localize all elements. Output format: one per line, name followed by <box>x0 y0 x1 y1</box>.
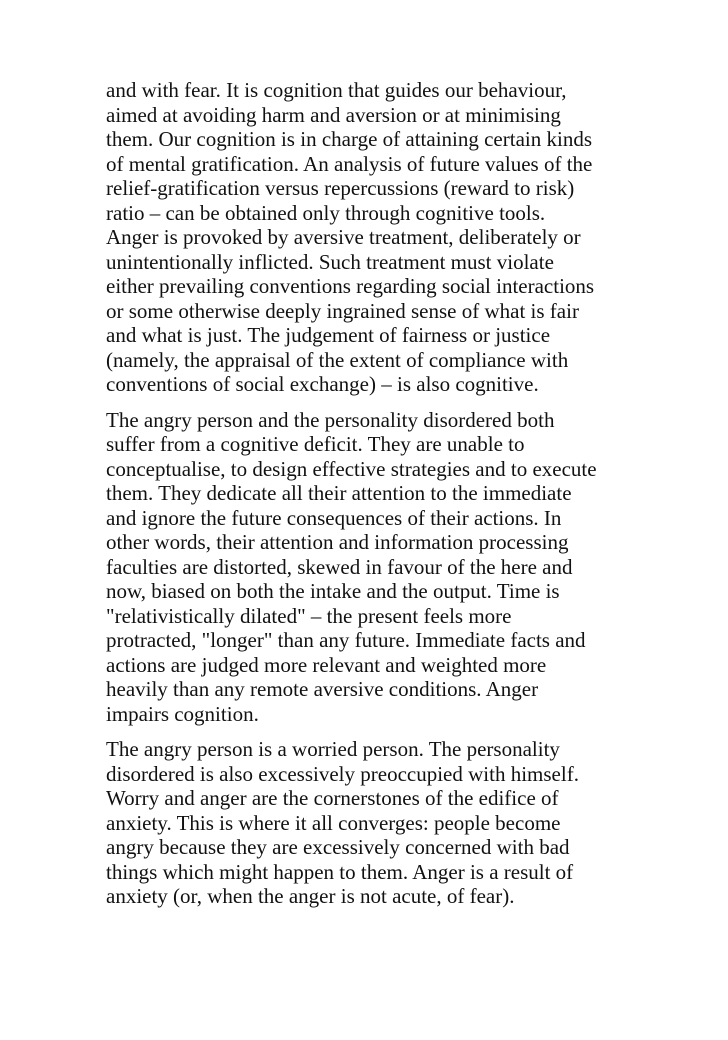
text-line: them. Our cognition is in charge of attaining certain kinds <box>106 127 592 151</box>
text-line: relief-gratification versus repercussions (reward to risk) <box>106 176 575 200</box>
paragraph-1 <box>106 78 626 397</box>
text-line: ratio – can be obtained only through cognitive tools. <box>106 200 546 225</box>
text-line: aimed at avoiding harm and aversion or at minimising <box>106 102 561 127</box>
text-line: heavily than any remote aversive conditions. Anger <box>106 677 539 701</box>
text-line: either prevailing conventions regarding social interactions <box>106 274 595 298</box>
text-line: suffer from a cognitive deficit. They are unable to <box>106 432 525 456</box>
text-line: and with fear. It is cognition that guides our behaviour, <box>106 78 567 102</box>
text-line: (namely, the appraisal of the extent of compliance with <box>106 347 569 372</box>
text-line: and what is just. The judgement of fairness or justice <box>106 323 551 347</box>
text-line: Worry and anger are the cornerstones of the edifice of <box>106 786 559 810</box>
text-line: Anger is provoked by aversive treatment, deliberately or <box>106 225 581 249</box>
text-line: now, biased on both the intake and the output. Time is <box>106 579 560 603</box>
text-line: them. They dedicate all their attention to the immediate <box>106 481 572 505</box>
text-line: anxiety. This is where it all converges: people become <box>106 810 561 835</box>
text-line: conceptualise, to design effective strategies and to execute <box>106 456 597 481</box>
text-line: actions are judged more relevant and weighted more <box>106 652 547 677</box>
text-line: The angry person is a worried person. The personality <box>106 737 560 761</box>
text-line: angry because they are excessively concerned with bad <box>106 835 570 859</box>
paragraph-2 <box>106 408 626 727</box>
text-line: things which might happen to them. Anger is a result of <box>106 859 574 884</box>
text-line: impairs cognition. <box>106 701 259 726</box>
text-line: faculties are distorted, skewed in favour of the here and <box>106 554 573 579</box>
text-line: and ignore the future consequences of their actions. In <box>106 505 562 530</box>
body-text <box>106 78 626 920</box>
text-line: of mental gratification. An analysis of future values of the <box>106 151 593 176</box>
text-line: anxiety (or, when the anger is not acute, of fear). <box>106 884 515 908</box>
text-line: protracted, "longer" than any future. Immediate facts and <box>106 628 586 652</box>
text-line: conventions of social exchange) – is also cognitive. <box>106 372 539 396</box>
paragraph-3 <box>106 737 626 909</box>
text-line: unintentionally inflicted. Such treatment must violate <box>106 249 554 274</box>
text-line: or some otherwise deeply ingrained sense of what is fair <box>106 298 579 323</box>
text-line: disordered is also excessively preoccupied with himself. <box>106 761 579 786</box>
text-line: The angry person and the personality disordered both <box>106 407 555 432</box>
text-line: "relativistically dilated" – the present feels more <box>106 603 512 628</box>
text-line: other words, their attention and information processing <box>106 530 569 554</box>
